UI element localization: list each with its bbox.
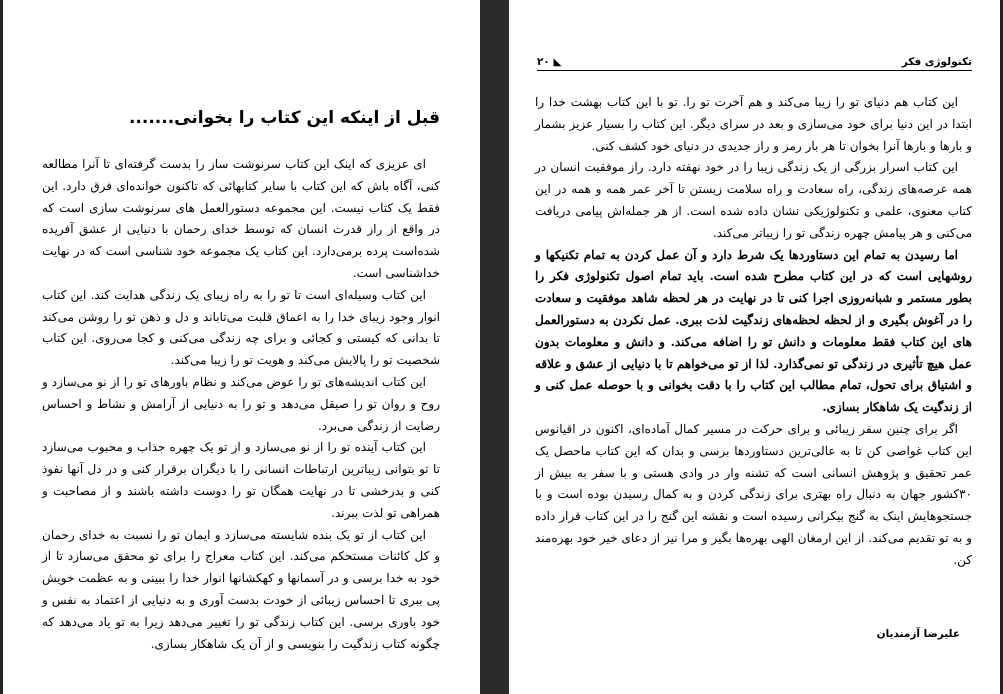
paragraph: این کتاب آینده تو را از نو می‌سازد و از تو یک چهره جذاب و محبوب می‌سازد تا تو بتوانی زیباترین ارتباطات انسانی را با دیگران برقرار کنی و در دل آنها نفوذ کنی و بدرخشی تا در نهایت همگان تو را دوست داشته باشند و از مصاحبت و همراهی تو لذت ببرند.: [42, 440, 440, 520]
bold-paragraph: اما رسیدن به تمام این دستاوردها یک شرط دارد و آن عمل کردن به تمام تکنیکها و روشهایی است که در این کتاب مطرح شده است. باید تمام اصول تکنولوژی فکر را بطور مستمر و شبانه‌روزی اجرا کنی تا در نهایت در هر لحظه شاهد موفقیت و سعادت را در آغوش بگیری و از لحظه لحظه‌های زندگیت لذت ببری. عمل نکردن به دستورالعمل های این کتاب فقط معلومات و دانش تو را اضافه می‌کند. و دانش و معلومات بدون عمل هیچ تأثیری در زندگی تو نمی‌گذارد. لذا از تو می‌خواهم تا با دنیایی از عشق و علاقه و اشتیاق برای تحول، تمام مطالب این کتاب را با دقت بخوانی و با حوصله عمل کنی و از زندگیت یک شاهکار بسازی.: [535, 247, 972, 415]
left-page: [0, 0, 480, 694]
paragraph: اگر برای چنین سفر زیبائی و برای حرکت در مسیر کمال آماده‌ای، اکنون در اقیانوس این کتاب غواصی کن تا به عالی‌ترین دستاوردها برسی و بدان که این کتاب ماحصل یک عمر تحقیق و پژوهش انسانی است که تشنه وار در وادی هستی و با سفر به بیش از ۳۰کشور جهان به دنبال راه بهتری برای زندگی کردن و به کمال رسیدن بوده است و با جستجوهایش اینک به گنج بیکرانی رسیده است و نقشه این گنج را در این کتاب قرار داده و به تو تقدیم می‌کند. از این ارمغان الهی بهره‌ها بگیر و مرا نیز از دعای خیر خود بهره‌مند کن.: [535, 421, 972, 567]
paragraph: این کتاب اسرار بزرگی از یک زندگی زیبا را در خود نهفته دارد. راز موفقیت انسان در همه عرصه‌های زندگی، راه سعادت و راه سلامت زیستن تا آخر عمر همه و همه در این کتاب معنوی، علمی و تکنولوژیکی نشان داده شده است. از هر جمله‌اش پیامی دریافت می‌کنی و هر پیامش چهره زندگی تو را زیباتر می‌کند.: [535, 160, 972, 240]
right-page: [509, 0, 1003, 694]
running-head-book-title: تکنولوژی فکر: [901, 56, 972, 68]
right-page-body: [535, 92, 972, 572]
paragraph: این کتاب هم دنیای تو را زیبا می‌کند و هم آخرت تو را. تو با این کتاب بهشت خدا را ابتدا در این دنیا برای خود می‌سازی و بعد در سرای دیگر. این کتاب را بسیار عزیز بشمار و بارها و بارها آنرا بخوان تا هر بار رمز و راز جدیدی در دنیای خود کشف کنی.: [535, 95, 972, 153]
running-head: [537, 56, 972, 71]
left-page-body: [42, 154, 440, 655]
paragraph: این کتاب اندیشه‌های تو را عوض می‌کند و نظام باورهای تو را از نو می‌سازد و روح و روان تو را صیقل می‌دهد و تو را به دنیایی از آرامش و نشاط و احساس رضایت از زندگی می‌برد.: [42, 374, 440, 433]
page-heading: قبل از اینکه این کتاب را بخوانی.......: [128, 108, 440, 128]
paragraph: ای عزیزی که اینک این کتاب سرنوشت ساز را بدست گرفته‌ای تا آنرا مطالعه کنی، آگاه باش که این کتاب با سایر کتابهائی که تاکنون خوانده‌ای فرق دارد. این فقط یک کتاب نیست. این مجموعه دستورالعمل های سرنوشت سازی است که در واقع از راز قدرت انسان که توسط خدای رحمان با دنیایی از عشق آفریده شده‌است پرده برمی‌دارد. این کتاب یک مجموعه خود شناسی است که در نهایت خداشناسی است.: [42, 157, 440, 280]
page-number: ۲۰ ◣: [537, 56, 562, 68]
paragraph: این کتاب وسیله‌ای است تا تو را به راه زیبای یک زندگی هدایت کند. این کتاب انوار وجود زیبای خدا را به اعماق قلبت می‌تاباند و دل و ذهن تو را روشن می‌کند تا بدانی که کیستی و کجائی و برای چه زندگی می‌کنی و کجا می‌روی. این کتاب شخصیت تو را پالایش می‌کند و هویت تو را زیبا می‌کند.: [42, 287, 440, 368]
author-signature: علیرضا آزمندیان: [876, 628, 960, 640]
paragraph: این کتاب از تو یک بنده شایسته می‌سازد و ایمان تو را نسبت به خدای رحمان و کل کائنات مستحکم می‌کند. این کتاب معراج را برای تو محقق می‌سازد تا از خود به خدا برسی و در آسمانها و کهکشانها انوار خدا را ببینی و به عظمت خویش پی ببری تا احساس زیبائی از خودت بدست آوری و به دنیایی از اعتماد به نفس و خود باوری برسی. این کتاب زندگی تو را تغییر می‌دهد زیرا به تو یاد می‌دهد که چگونه کتاب زندگیت را بنویسی و از آن یک شاهکار بسازی.: [42, 527, 440, 651]
